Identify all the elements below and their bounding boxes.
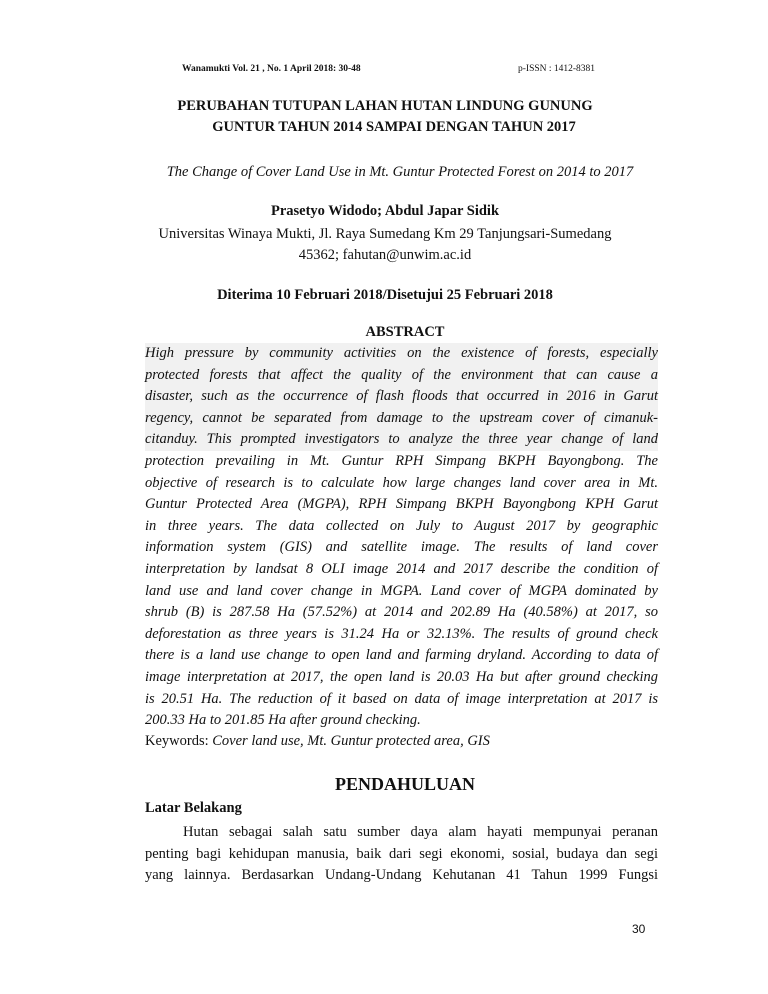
abstract-heading: ABSTRACT xyxy=(365,324,445,340)
page-number: 30 xyxy=(632,922,646,936)
abstract-line: citanduy. This prompted investigators to analyze the three year change of land xyxy=(145,429,658,451)
article-english-title: The Change of Cover Land Use in Mt. Guntur Protected Forest on 2014 to 2017 xyxy=(166,164,634,180)
abstract-line: 200.33 Ha to 201.85 Ha after ground checking. xyxy=(145,712,421,729)
running-header-journal: Wanamukti Vol. 21 , No. 1 April 2018: 30-48 xyxy=(182,64,361,74)
abstract-line: objective of research is to calculate how large changes land cover area in Mt. xyxy=(145,474,658,491)
abstract-line: in three years. The data collected on July to August 2017 by geographic xyxy=(145,517,658,534)
body-paragraph xyxy=(145,822,658,887)
abstract-line: shrub (B) is 287.58 Ha (57.52%) at 2014 and 202.89 Ha (40.58%) at 2017, so xyxy=(145,604,658,621)
keywords-values: Cover land use, Mt. Guntur protected area, GIS xyxy=(212,733,490,749)
abstract-line: land use and land cover change in MGPA. Land cover of MGPA dominated by xyxy=(145,582,658,599)
body-line: yang lainnya. Berdasarkan Undang-Undang Kehutanan 41 Tahun 1999 Fungsi xyxy=(145,867,658,883)
affiliation-line-2: 45362; fahutan@unwim.ac.id xyxy=(298,247,472,263)
abstract-line: protected forests that affect the quality of the environment that can cause a xyxy=(145,365,658,387)
abstract-line: information system (GIS) and satellite image. The results of land cover xyxy=(145,539,658,556)
abstract-body xyxy=(145,343,658,732)
article-title-line-2: GUNTUR TAHUN 2014 SAMPAI DENGAN TAHUN 2017 xyxy=(212,119,576,135)
keywords-label: Keywords: xyxy=(145,733,213,749)
running-header-issn: p-ISSN : 1412-8381 xyxy=(518,64,596,74)
subsection-heading: Latar Belakang xyxy=(145,800,242,816)
abstract-line: deforestation as three years is 31.24 Ha or 32.13%. The results of ground check xyxy=(145,625,658,642)
authors: Prasetyo Widodo; Abdul Japar Sidik xyxy=(270,203,500,219)
received-accepted-dates: Diterima 10 Februari 2018/Disetujui 25 Februari 2018 xyxy=(217,287,553,303)
affiliation-line-1: Universitas Winaya Mukti, Jl. Raya Sumedang Km 29 Tanjungsari-Sumedang xyxy=(158,226,612,242)
article-title-line-1: PERUBAHAN TUTUPAN LAHAN HUTAN LINDUNG GUNUNG xyxy=(177,98,593,114)
body-line: penting bagi kehidupan manusia, baik dari segi ekonomi, sosial, budaya dan segi xyxy=(145,845,658,862)
abstract-line: Guntur Protected Area (MGPA), RPH Simpang BKPH Bayongbong KPH Garut xyxy=(145,496,658,513)
abstract-line: protection prevailing in Mt. Guntur RPH Simpang BKPH Bayongbong. The xyxy=(145,452,658,469)
article-title xyxy=(140,96,630,138)
affiliation xyxy=(140,224,630,266)
abstract-line: there is a land use change to open land and farming dryland. According to data of xyxy=(145,647,658,664)
keywords xyxy=(145,733,490,750)
abstract-line: image interpretation at 2017, the open land is 20.03 Ha but after ground checking xyxy=(145,668,658,685)
abstract-line: is 20.51 Ha. The reduction of it based on data of image interpretation at 2017 is xyxy=(145,690,658,707)
abstract-line: disaster, such as the occurrence of flash floods that occurred in 2016 in Garut xyxy=(145,386,658,408)
abstract-line: regency, cannot be separated from damage to the upstream cover of cimanuk- xyxy=(145,408,658,430)
abstract-line: High pressure by community activities on the existence of forests, especially xyxy=(145,343,658,365)
body-line: Hutan sebagai salah satu sumber daya alam hayati mempunyai peranan xyxy=(183,824,658,840)
abstract-line: interpretation by landsat 8 OLI image 2014 and 2017 describe the condition of xyxy=(145,560,658,577)
section-heading: PENDAHULUAN xyxy=(334,774,475,794)
